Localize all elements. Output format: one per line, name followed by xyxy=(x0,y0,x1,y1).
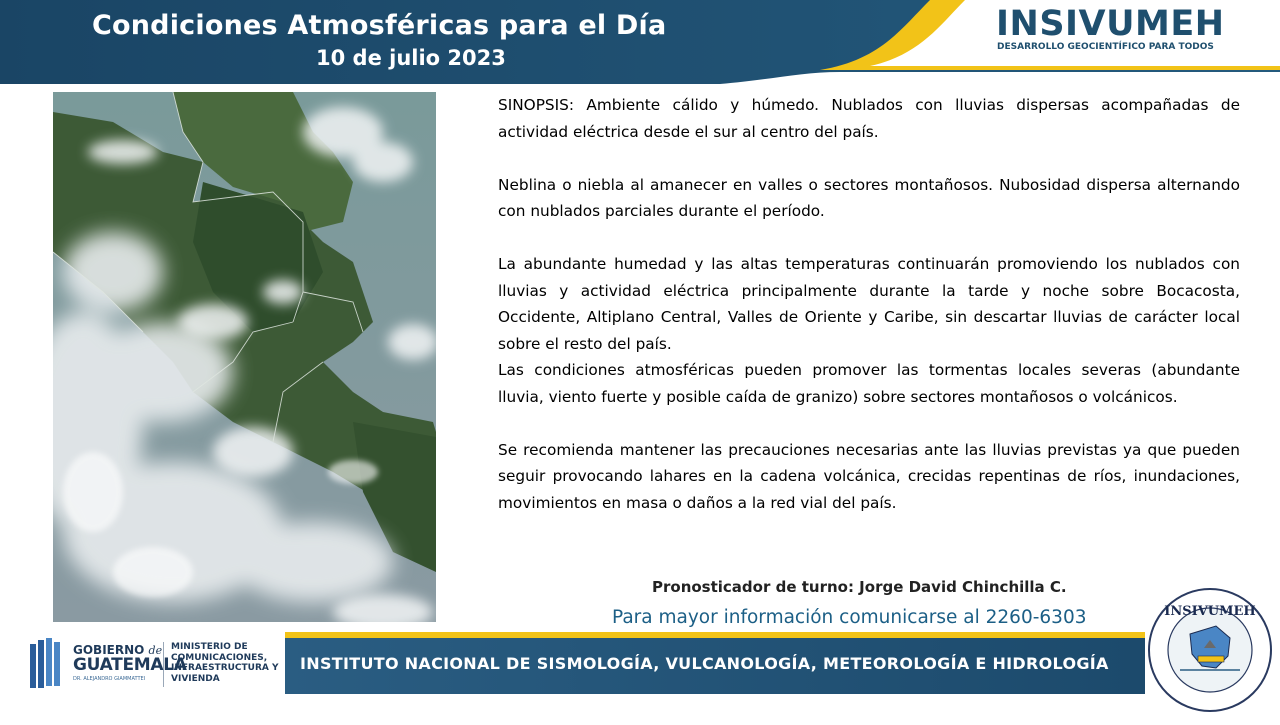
gov-name-line2: GUATEMALA xyxy=(73,655,187,675)
paragraph-recommendation: Se recomienda mantener las precauciones necesarias ante las lluvias previstas ya que pueden seguir provocando lahares en la cadena volcánica, crecidas repentinas de ríos, inundaciones, movimientos en masa o daños a la red vial del país. xyxy=(498,440,1240,512)
paragraph-storms: Las condiciones atmosféricas pueden promover las tormentas locales severas (abundante lluvia, viento fuerte y posible caída de granizo) sobre sectores montañosos o volcánicos. xyxy=(498,361,1240,406)
contact-phone: Para mayor información comunicarse al 2260-6303 xyxy=(612,607,1087,628)
gov-name-line1: GOBIERNO de xyxy=(73,643,163,657)
page-date: 10 de julio 2023 xyxy=(316,46,506,70)
page-title: Condiciones Atmosféricas para el Día xyxy=(92,10,667,41)
forecaster-credit: Pronosticador de turno: Jorge David Chinchilla C. xyxy=(652,578,1067,596)
ministry-name: MINISTERIO DE COMUNICACIONES, INFRAESTRUCTURA Y VIVIENDA xyxy=(171,642,279,684)
header-banner xyxy=(0,0,1280,84)
seal-name: INSIVUMEH xyxy=(1164,604,1256,619)
gov-name-line3: DR. ALEJANDRO GIAMMATTEI xyxy=(73,676,146,682)
institute-name: INSTITUTO NACIONAL DE SISMOLOGÍA, VULCANOLOGÍA, METEOROLOGÍA E HIDROLOGÍA xyxy=(300,654,1109,673)
satellite-image xyxy=(53,92,436,622)
brand-logo-text: INSIVUMEH xyxy=(996,4,1225,44)
paragraph-synopsis: SINOPSIS: Ambiente cálido y húmedo. Nublados con lluvias dispersas acompañadas de actividad eléctrica desde el sur al centro del país. xyxy=(498,96,1240,141)
paragraph-humidity: La abundante humedad y las altas temperaturas continuarán promoviendo los nublados con lluvias y actividad eléctrica principalmente durante la tarde y noche sobre Bocacosta, Occidente, Altiplano Central, Valles de Oriente y Caribe, sin descartar lluvias de carácter local sobre el resto del país. xyxy=(498,255,1240,353)
brand-tagline: DESARROLLO GEOCIENTÍFICO PARA TODOS xyxy=(997,42,1214,52)
bulletin-text xyxy=(498,92,1240,516)
paragraph-fog: Neblina o niebla al amanecer en valles o sectores montañosos. Nubosidad dispersa alternando con nublados parciales durante el período. xyxy=(498,175,1240,220)
